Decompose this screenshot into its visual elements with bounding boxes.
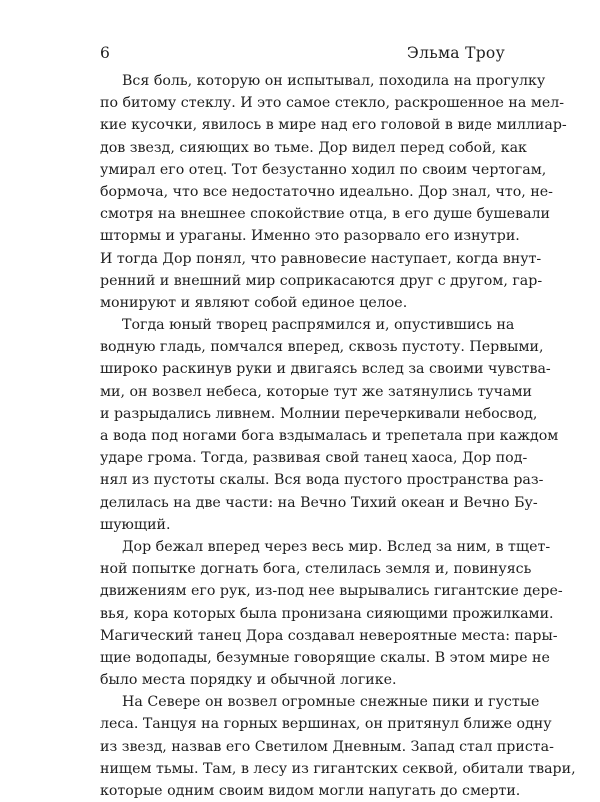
paragraph xyxy=(100,536,563,691)
body-text xyxy=(100,70,576,802)
text-line: и разрыдались ливнем. Молнии перечеркивали небосвод, xyxy=(100,405,538,422)
text-line: кие кусочки, явилось в мире над его головой в виде миллиар- xyxy=(100,117,567,134)
text-line: водную гладь, помчался вперед, сквозь пустоту. Первыми, xyxy=(100,339,544,356)
text-line: а вода под ногами бога вздымалась и трепетала при каждом xyxy=(100,428,559,444)
text-line: монируют и являют собой единое целое. xyxy=(100,294,408,311)
page-number: 6 xyxy=(100,44,110,62)
text-line: бормоча, что все недостаточно идеально. Дор знал, что, не- xyxy=(100,183,553,200)
paragraph xyxy=(100,691,576,802)
text-line: смотря на внешнее спокойствие отца, в его душе бушевали xyxy=(100,206,551,223)
text-line: ренний и внешний мир соприкасаются друг с другом, гар- xyxy=(100,272,543,289)
text-line: широко раскинув руки и двигаясь вслед за своими чувства- xyxy=(100,361,551,378)
text-line: по битому стеклу. И это самое стекло, раскрошенное на мел- xyxy=(100,95,565,112)
text-line: И тогда Дор понял, что равновесие наступает, когда внут- xyxy=(100,250,542,267)
text-line: нял из пустоты скалы. Вся вода пустого пространства раз- xyxy=(100,472,544,489)
text-line: делилась на две части: на Вечно Тихий океан и Вечно Бу- xyxy=(100,494,538,511)
text-line: ной попытке догнать бога, стелилась земля и, повинуясь xyxy=(100,561,532,578)
text-line: леса. Танцуя на горных вершинах, он притянул ближе одну xyxy=(100,716,552,733)
text-line: было места порядку и обычной логике. xyxy=(100,672,397,689)
text-line: умирал его отец. Тот безустанно ходил по своим чертогам, xyxy=(100,161,547,178)
text-line: ми, он возвел небеса, которые тут же затянулись тучами xyxy=(100,383,532,400)
text-line: движениям его рук, из-под нее вырывались гигантские дере- xyxy=(100,583,563,600)
text-line: Вся боль, которую он испытывал, походила на прогулку xyxy=(122,73,546,89)
text-line: щие водопады, безумные говорящие скалы. В этом мире не xyxy=(100,649,550,666)
paragraph xyxy=(100,70,567,314)
text-line: Тогда юный творец распрямился и, опустившись на xyxy=(122,317,515,334)
text-line: штормы и ураганы. Именно это разорвало его изнутри. xyxy=(100,228,520,245)
page-header xyxy=(100,44,505,66)
text-line: вья, кора которых была пронизана сияющими прожилками. xyxy=(100,605,554,622)
text-line: нищем тьмы. Там, в лесу из гигантских секвой, обитали твари, xyxy=(100,760,576,777)
text-line: шующий. xyxy=(100,516,171,533)
text-line: дов звезд, сияющих во тьме. Дор видел перед собой, как xyxy=(100,139,527,156)
running-head-author: Эльма Троу xyxy=(406,44,505,62)
text-line: ударе грома. Тогда, развивая свой танец хаоса, Дор под- xyxy=(100,450,528,467)
text-line: На Севере он возвел огромные снежные пики и густые xyxy=(122,694,540,711)
text-line: Дор бежал вперед через весь мир. Вслед за ним, в тщет- xyxy=(122,538,551,555)
paragraph xyxy=(100,314,559,536)
text-line: которые одним своим видом могли напугать до смерти. xyxy=(100,783,521,799)
text-line: Магический танец Дора создавал невероятные места: пары- xyxy=(100,627,558,644)
text-line: из звезд, назвав его Светилом Дневным. Запад стал приста- xyxy=(100,738,554,755)
